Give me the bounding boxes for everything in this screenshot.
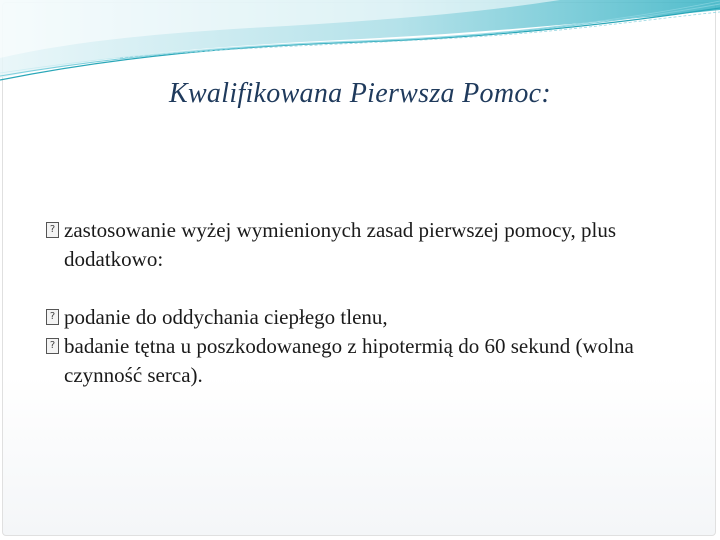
list-item: [46, 216, 686, 274]
header-swoosh-decoration: [0, 0, 720, 90]
list-spacer: [46, 274, 686, 303]
list-item-text: podanie do oddychania ciepłego tlenu,: [64, 305, 388, 329]
list-item-text: badanie tętna u poszkodowanego z hipotermią do 60 sekund (wolna czynność serca).: [64, 334, 634, 387]
list-item: [46, 303, 686, 332]
list-item: [46, 332, 686, 390]
slide-title: Kwalifikowana Pierwsza Pomoc:: [168, 78, 552, 109]
bullet-placeholder-icon: ?: [46, 309, 59, 325]
bullet-placeholder-icon: ?: [46, 222, 59, 238]
bullet-placeholder-icon: ?: [46, 338, 59, 354]
list-item-text: zastosowanie wyżej wymienionych zasad pierwszej pomocy, plus dodatkowo:: [64, 218, 617, 271]
bullet-list: [46, 216, 686, 390]
